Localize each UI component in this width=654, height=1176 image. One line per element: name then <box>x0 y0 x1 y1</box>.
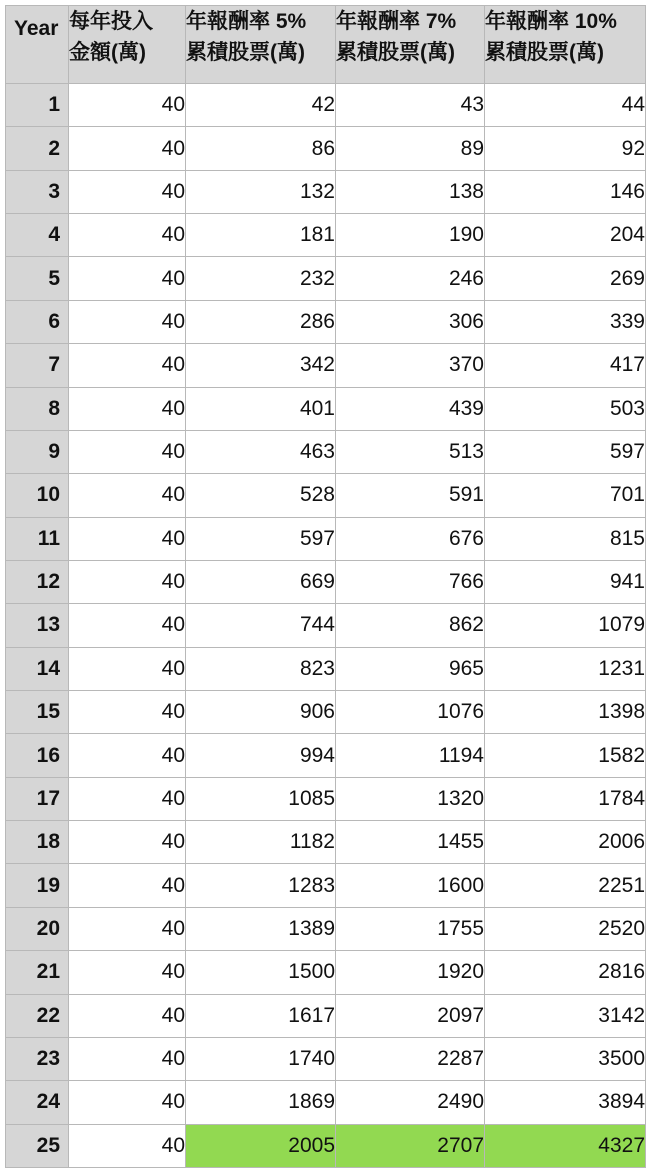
return-5-cell: 286 <box>186 300 336 343</box>
return-10-cell: 597 <box>485 430 646 473</box>
return-7-cell: 138 <box>336 170 485 213</box>
annual-investment-cell: 40 <box>69 994 186 1037</box>
table-row <box>6 170 646 213</box>
return-7-cell: 965 <box>336 647 485 690</box>
header-return-7-line1: 年報酬率 7% <box>336 10 457 33</box>
return-5-cell: 342 <box>186 344 336 387</box>
annual-investment-cell: 40 <box>69 560 186 603</box>
header-return-7-line2: 累積股票(萬) <box>336 41 455 64</box>
table-row <box>6 1037 646 1080</box>
return-7-cell: 306 <box>336 300 485 343</box>
return-7-cell: 246 <box>336 257 485 300</box>
year-cell: 13 <box>6 604 69 647</box>
return-10-cell: 701 <box>485 474 646 517</box>
year-cell: 9 <box>6 430 69 473</box>
year-cell: 6 <box>6 300 69 343</box>
return-7-cell: 190 <box>336 214 485 257</box>
table-row <box>6 734 646 777</box>
header-return-10-line2: 累積股票(萬) <box>485 41 604 64</box>
return-7-cell: 439 <box>336 387 485 430</box>
return-7-cell: 370 <box>336 344 485 387</box>
return-7-cell: 1920 <box>336 951 485 994</box>
table-row <box>6 1124 646 1167</box>
header-row <box>6 6 646 84</box>
return-10-cell: 2816 <box>485 951 646 994</box>
table-row <box>6 560 646 603</box>
annual-investment-cell: 40 <box>69 907 186 950</box>
return-10-cell: 1582 <box>485 734 646 777</box>
return-7-cell: 2287 <box>336 1037 485 1080</box>
header-return-5-line1: 年報酬率 5% <box>186 10 307 33</box>
return-7-cell: 43 <box>336 84 485 127</box>
return-5-cell: 994 <box>186 734 336 777</box>
year-cell: 2 <box>6 127 69 170</box>
table-row <box>6 257 646 300</box>
investment-table <box>5 5 646 1168</box>
annual-investment-cell: 40 <box>69 214 186 257</box>
return-5-cell: 1283 <box>186 864 336 907</box>
return-5-cell: 906 <box>186 691 336 734</box>
return-5-cell: 1085 <box>186 777 336 820</box>
return-5-cell: 1389 <box>186 907 336 950</box>
header-annual-investment-line1: 每年投入 <box>69 10 153 33</box>
table-row <box>6 951 646 994</box>
return-10-cell: 44 <box>485 84 646 127</box>
return-7-cell: 1600 <box>336 864 485 907</box>
year-cell: 14 <box>6 647 69 690</box>
return-7-cell: 1320 <box>336 777 485 820</box>
table-row <box>6 994 646 1037</box>
year-cell: 18 <box>6 821 69 864</box>
table-row <box>6 430 646 473</box>
return-5-cell: 401 <box>186 387 336 430</box>
year-cell: 8 <box>6 387 69 430</box>
return-7-cell: 2490 <box>336 1081 485 1124</box>
annual-investment-cell: 40 <box>69 84 186 127</box>
return-5-cell: 669 <box>186 560 336 603</box>
table-row <box>6 214 646 257</box>
return-10-cell: 3500 <box>485 1037 646 1080</box>
return-10-cell: 92 <box>485 127 646 170</box>
return-7-cell: 2097 <box>336 994 485 1037</box>
return-5-cell: 1740 <box>186 1037 336 1080</box>
return-10-cell: 269 <box>485 257 646 300</box>
year-cell: 21 <box>6 951 69 994</box>
return-10-cell: 146 <box>485 170 646 213</box>
annual-investment-cell: 40 <box>69 430 186 473</box>
return-5-cell: 528 <box>186 474 336 517</box>
annual-investment-cell: 40 <box>69 387 186 430</box>
return-10-cell: 3894 <box>485 1081 646 1124</box>
table-header <box>6 6 646 84</box>
annual-investment-cell: 40 <box>69 127 186 170</box>
table-row <box>6 691 646 734</box>
return-10-cell: 2520 <box>485 907 646 950</box>
return-5-cell: 463 <box>186 430 336 473</box>
year-cell: 23 <box>6 1037 69 1080</box>
return-10-cell: 941 <box>485 560 646 603</box>
table-row <box>6 864 646 907</box>
header-return-5 <box>186 6 336 84</box>
return-5-cell: 42 <box>186 84 336 127</box>
header-year: Year <box>6 6 69 84</box>
annual-investment-cell: 40 <box>69 777 186 820</box>
return-5-cell: 232 <box>186 257 336 300</box>
annual-investment-cell: 40 <box>69 1124 186 1167</box>
header-annual-investment <box>69 6 186 84</box>
year-cell: 20 <box>6 907 69 950</box>
table-body <box>6 84 646 1168</box>
year-cell: 12 <box>6 560 69 603</box>
return-5-cell: 132 <box>186 170 336 213</box>
table-row <box>6 84 646 127</box>
return-10-cell: 2006 <box>485 821 646 864</box>
year-cell: 4 <box>6 214 69 257</box>
year-cell: 22 <box>6 994 69 1037</box>
annual-investment-cell: 40 <box>69 1081 186 1124</box>
year-cell: 17 <box>6 777 69 820</box>
header-annual-investment-line2: 金額(萬) <box>69 41 146 64</box>
annual-investment-cell: 40 <box>69 1037 186 1080</box>
return-7-cell: 862 <box>336 604 485 647</box>
annual-investment-cell: 40 <box>69 170 186 213</box>
table-row <box>6 647 646 690</box>
annual-investment-cell: 40 <box>69 344 186 387</box>
annual-investment-cell: 40 <box>69 604 186 647</box>
annual-investment-cell: 40 <box>69 257 186 300</box>
table-row <box>6 821 646 864</box>
annual-investment-cell: 40 <box>69 517 186 560</box>
return-7-cell: 676 <box>336 517 485 560</box>
annual-investment-cell: 40 <box>69 734 186 777</box>
year-cell: 7 <box>6 344 69 387</box>
year-cell: 19 <box>6 864 69 907</box>
return-10-cell: 3142 <box>485 994 646 1037</box>
return-7-cell: 1455 <box>336 821 485 864</box>
year-cell: 16 <box>6 734 69 777</box>
year-cell: 11 <box>6 517 69 560</box>
return-7-cell: 1194 <box>336 734 485 777</box>
table-row <box>6 604 646 647</box>
return-7-cell: 2707 <box>336 1124 485 1167</box>
table-row <box>6 344 646 387</box>
year-cell: 15 <box>6 691 69 734</box>
table-row <box>6 1081 646 1124</box>
year-cell: 5 <box>6 257 69 300</box>
return-5-cell: 1869 <box>186 1081 336 1124</box>
return-5-cell: 744 <box>186 604 336 647</box>
return-7-cell: 766 <box>336 560 485 603</box>
table-row <box>6 474 646 517</box>
annual-investment-cell: 40 <box>69 474 186 517</box>
year-cell: 10 <box>6 474 69 517</box>
annual-investment-cell: 40 <box>69 821 186 864</box>
annual-investment-cell: 40 <box>69 300 186 343</box>
annual-investment-cell: 40 <box>69 951 186 994</box>
return-5-cell: 86 <box>186 127 336 170</box>
return-7-cell: 89 <box>336 127 485 170</box>
annual-investment-cell: 40 <box>69 647 186 690</box>
return-10-cell: 204 <box>485 214 646 257</box>
table-row <box>6 777 646 820</box>
table-row <box>6 387 646 430</box>
header-return-7 <box>336 6 485 84</box>
table-row <box>6 127 646 170</box>
return-10-cell: 417 <box>485 344 646 387</box>
return-10-cell: 1231 <box>485 647 646 690</box>
header-return-10 <box>485 6 646 84</box>
return-7-cell: 1755 <box>336 907 485 950</box>
year-cell: 25 <box>6 1124 69 1167</box>
annual-investment-cell: 40 <box>69 691 186 734</box>
year-cell: 3 <box>6 170 69 213</box>
return-10-cell: 339 <box>485 300 646 343</box>
return-5-cell: 1617 <box>186 994 336 1037</box>
return-10-cell: 4327 <box>485 1124 646 1167</box>
return-5-cell: 2005 <box>186 1124 336 1167</box>
table-row <box>6 517 646 560</box>
return-7-cell: 591 <box>336 474 485 517</box>
return-10-cell: 2251 <box>485 864 646 907</box>
header-return-10-line1: 年報酬率 10% <box>485 10 617 33</box>
return-5-cell: 1500 <box>186 951 336 994</box>
return-10-cell: 1079 <box>485 604 646 647</box>
return-5-cell: 1182 <box>186 821 336 864</box>
return-10-cell: 815 <box>485 517 646 560</box>
annual-investment-cell: 40 <box>69 864 186 907</box>
header-return-5-line2: 累積股票(萬) <box>186 41 305 64</box>
table-row <box>6 300 646 343</box>
year-cell: 1 <box>6 84 69 127</box>
return-7-cell: 1076 <box>336 691 485 734</box>
return-10-cell: 1784 <box>485 777 646 820</box>
return-10-cell: 503 <box>485 387 646 430</box>
table-row <box>6 907 646 950</box>
return-7-cell: 513 <box>336 430 485 473</box>
return-5-cell: 823 <box>186 647 336 690</box>
return-10-cell: 1398 <box>485 691 646 734</box>
return-5-cell: 181 <box>186 214 336 257</box>
year-cell: 24 <box>6 1081 69 1124</box>
return-5-cell: 597 <box>186 517 336 560</box>
